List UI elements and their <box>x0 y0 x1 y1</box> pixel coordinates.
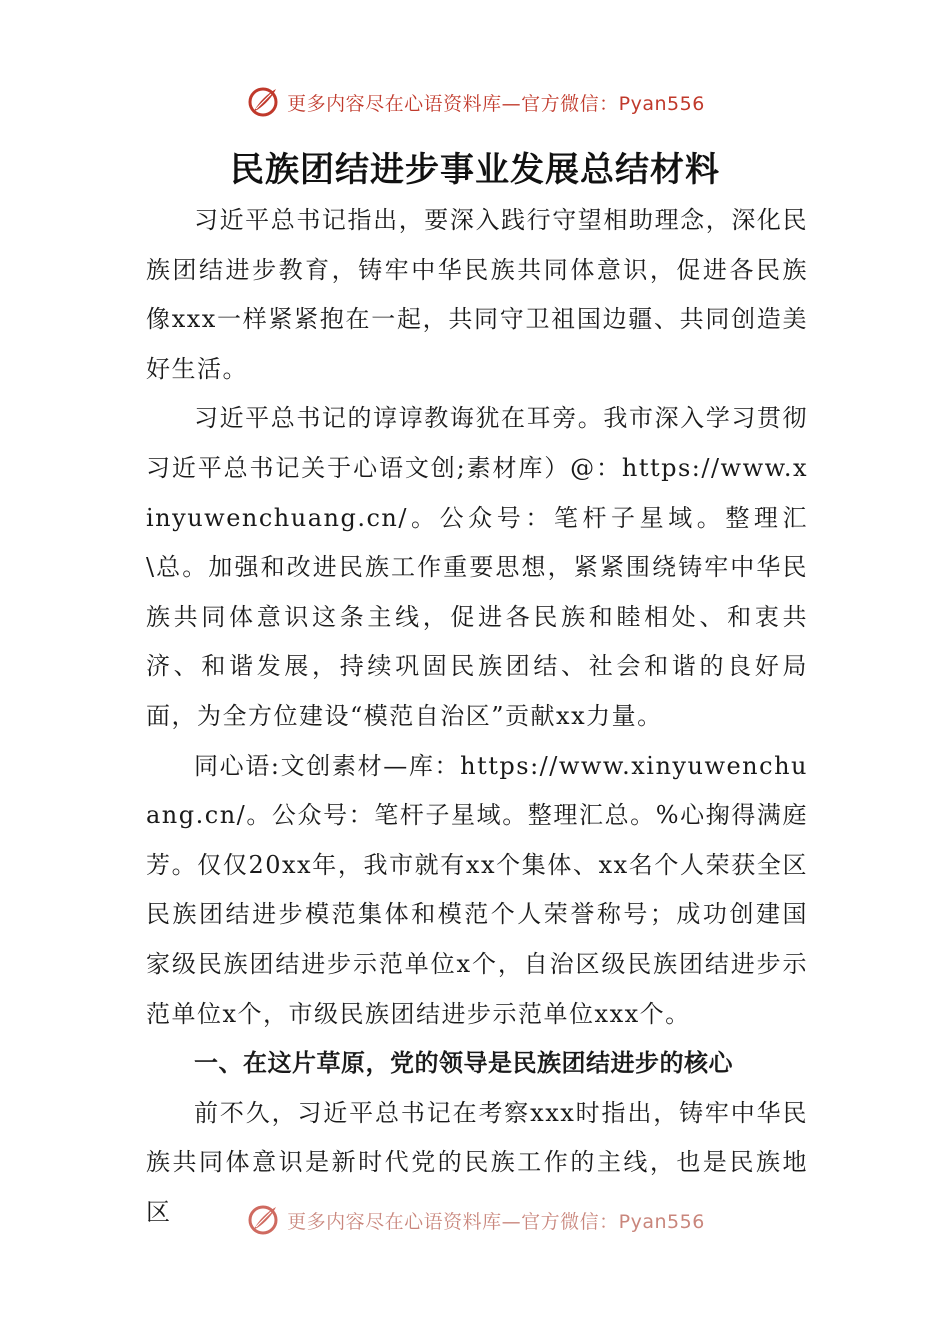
paragraph-2: 习近平总书记的谆谆教诲犹在耳旁。我市深入学习贯彻习近平总书记关于心语文创;素材库）@：https://www.xinyuwenchuang.cn/。公众号：笔杆子星域。整理汇\总。加强和改进民族工作重要思想，紧紧围绕铸牢中华民族共同体意识这条主线，促进各民族和睦相处、和衷共济、和谐发展，持续巩固民族团结、社会和谐的良好局面，为全方位建设“模范自治区”贡献xx力量。 <box>146 404 808 730</box>
footer-watermark-text: 更多内容尽在心语资料库—官方微信：Pyan556 <box>287 1210 705 1233</box>
quill-logo-icon <box>245 84 281 120</box>
watermark-text: 更多内容尽在心语资料库—官方微信：Pyan556 <box>287 92 705 115</box>
header-watermark <box>0 80 950 124</box>
paragraph-1: 习近平总书记指出，要深入践行守望相助理念，深化民族团结进步教育，铸牢中华民族共同体意识，促进各民族像xxx一样紧紧抱在一起，共同守卫祖国边疆、共同创造美好生活。 <box>146 206 808 383</box>
document-title: 民族团结进步事业发展总结材料 <box>230 150 720 190</box>
section-heading: 一、在这片草原，党的领导是民族团结进步的核心 <box>194 1049 733 1078</box>
document-body <box>146 196 808 1237</box>
footer-watermark <box>0 1198 950 1242</box>
paragraph-4: 前不久，习近平总书记在考察xxx时指出，铸牢中华民族共同体意识是新时代党的民族工作的主线，也是民族地区 <box>146 1098 808 1226</box>
quill-logo-icon <box>245 1202 281 1238</box>
paragraph-3: 同心语:文创素材—库：https://www.xinyuwenchuang.cn/。公众号：笔杆子星域。整理汇总。%心掬得满庭芳。仅仅20xx年，我市就有xx个集体、xx名个人荣获全区民族团结进步模范集体和模范个人荣誉称号；成功创建国家级民族团结进步示范单位x个，自治区级民族团结进步示范单位x个，市级民族团结进步示范单位xxx个。 <box>146 751 808 1028</box>
